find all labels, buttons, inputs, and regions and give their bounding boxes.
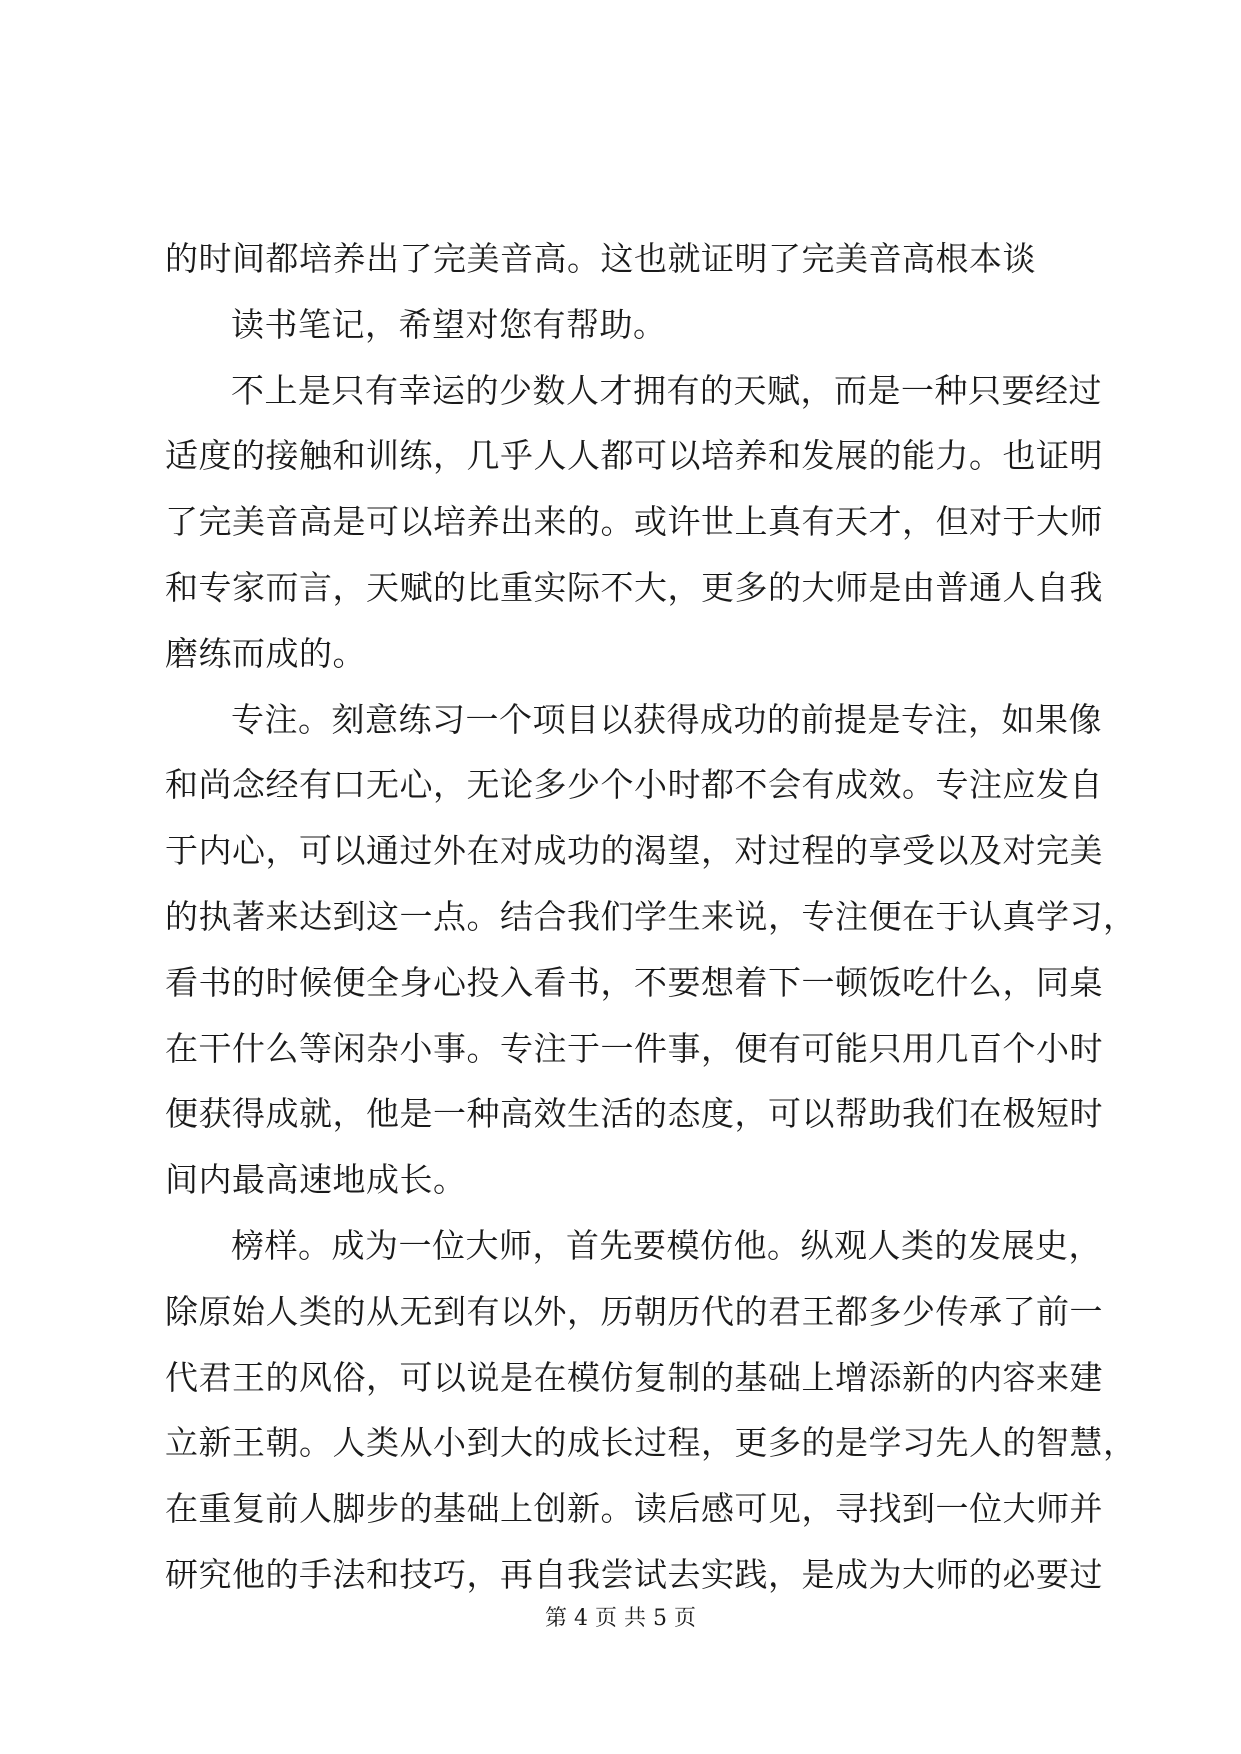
paragraph-first-line: 读书笔记，希望对您有帮助。	[231, 304, 667, 344]
text-line: 于内心，可以通过外在对成功的渴望，对过程的享受以及对完美	[165, 831, 1103, 871]
text-line: 立新王朝。人类从小到大的成长过程，更多的是学习先人的智慧，	[165, 1423, 1137, 1463]
text-line: 除原始人类的从无到有以外，历朝历代的君王都多少传承了前一	[165, 1291, 1103, 1331]
text-line: 和尚念经有口无心，无论多少个小时都不会有成效。专注应发自	[165, 765, 1103, 805]
text-line: 在重复前人脚步的基础上创新。读后感可见，寻找到一位大师并	[165, 1489, 1103, 1529]
text-line: 了完美音高是可以培养出来的。或许世上真有天才，但对于大师	[165, 502, 1103, 542]
page-number-footer: 第 4 页 共 5 页	[545, 1606, 696, 1631]
text-line: 间内最高速地成长。	[165, 1160, 467, 1200]
text-line: 看书的时候便全身心投入看书，不要想着下一顿饭吃什么，同桌	[165, 962, 1103, 1002]
paragraph-first-line: 专注。刻意练习一个项目以获得成功的前提是专注，如果像	[231, 699, 1102, 739]
text-line: 适度的接触和训练，几乎人人都可以培养和发展的能力。也证明	[165, 436, 1103, 476]
text-line: 磨练而成的。	[165, 633, 366, 673]
text-line: 在干什么等闲杂小事。专注于一件事，便有可能只用几百个小时	[165, 1028, 1103, 1068]
body-text	[165, 226, 1137, 1608]
text-line: 研究他的手法和技巧，再自我尝试去实践，是成为大师的必要过	[165, 1554, 1103, 1594]
text-line: 代君王的风俗，可以说是在模仿复制的基础上增添新的内容来建	[165, 1357, 1103, 1397]
paragraph-first-line: 榜样。成为一位大师，首先要模仿他。纵观人类的发展史，	[231, 1225, 1102, 1265]
text-line: 便获得成就，他是一种高效生活的态度，可以帮助我们在极短时	[165, 1094, 1103, 1134]
text-line: 的时间都培养出了完美音高。这也就证明了完美音高根本谈	[165, 239, 1036, 278]
text-line: 和专家而言，天赋的比重实际不大，更多的大师是由普通人自我	[165, 567, 1103, 607]
paragraph-first-line: 不上是只有幸运的少数人才拥有的天赋，而是一种只要经过	[231, 370, 1102, 410]
text-line: 的执著来达到这一点。结合我们学生来说，专注便在于认真学习，	[165, 896, 1137, 936]
